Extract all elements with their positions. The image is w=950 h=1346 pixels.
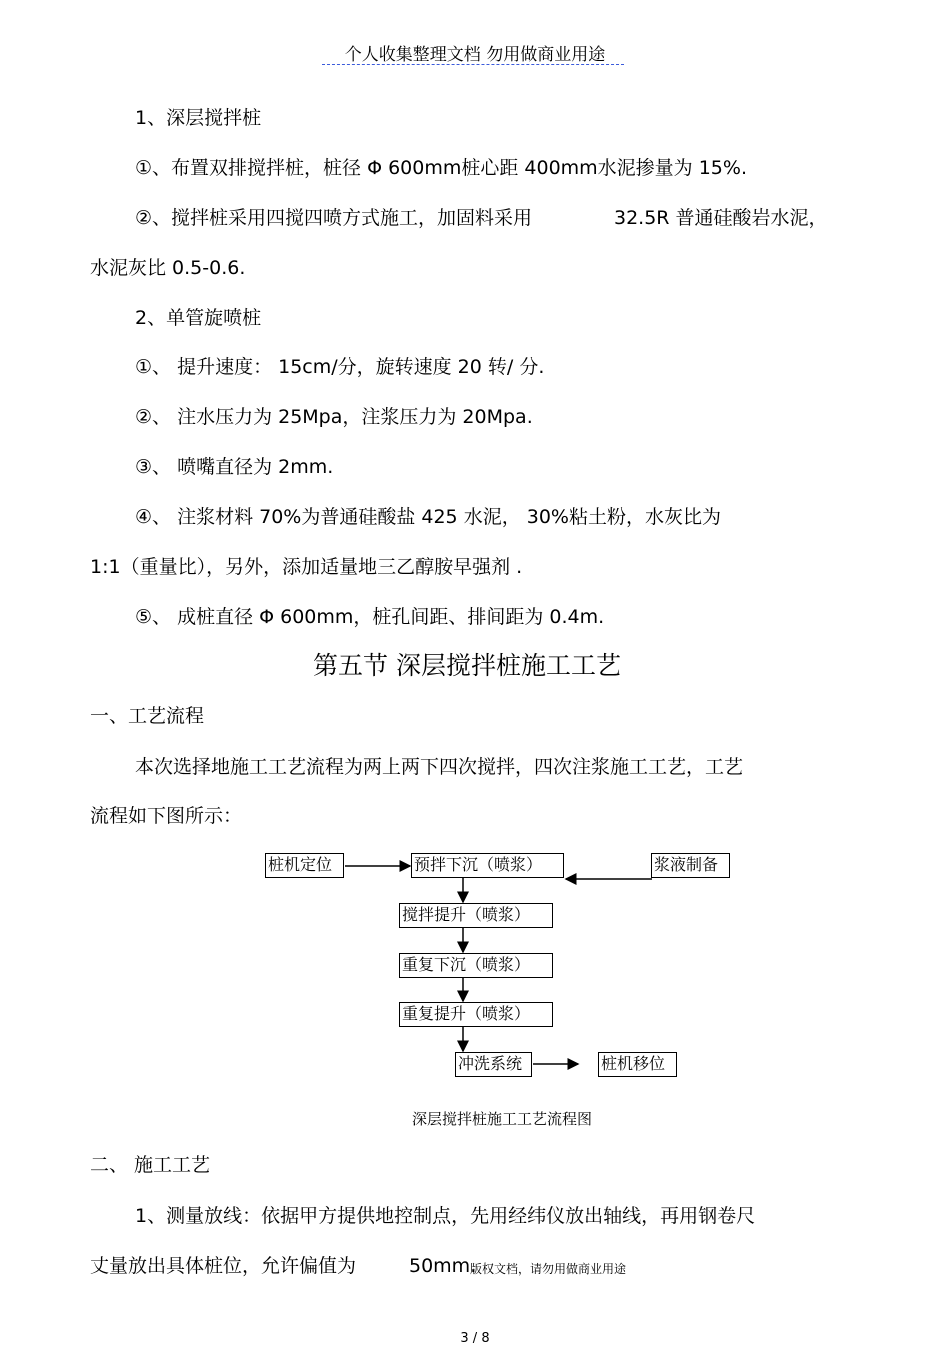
sub1-paragraph-2: 流程如下图所示：: [90, 805, 243, 827]
sub1-paragraph-1: 本次选择地施工工艺流程为两上两下四次搅拌，四次注浆施工工艺，工艺: [135, 756, 744, 778]
flow-node-pile-positioning: 桩机定位: [265, 853, 344, 878]
item2-paragraph-1: ①、 提升速度： 15cm/分，旋转速度 20 转/ 分.: [135, 356, 545, 378]
item2-paragraph-4b: 1:1（重量比），另外，添加适量地三乙醇胺早强剂 .: [90, 556, 523, 578]
flow-node-slurry-prep: 浆液制备: [651, 853, 730, 878]
item2-paragraph-2: ②、 注水压力为 25Mpa，注浆压力为 20Mpa.: [135, 406, 533, 428]
flow-node-premix-sink: 预拌下沉（喷浆）: [411, 853, 564, 878]
item2-heading: 2、单管旋喷桩: [135, 307, 262, 329]
flow-node-flush-system: 冲洗系统: [455, 1052, 532, 1077]
flowchart-caption: 深层搅拌桩施工工艺流程图: [411, 1110, 592, 1128]
item1-paragraph-2a: ②、搅拌桩采用四搅四喷方式施工，加固料采用: [135, 207, 533, 229]
copyright-note: 版权文档，请勿用做商业用途: [470, 1262, 627, 1276]
sub2-heading: 二、 施工工艺: [90, 1154, 211, 1176]
item1-paragraph-1: ①、布置双排搅拌桩，桩径 Φ 600mm桩心距 400mm水泥掺量为 15%.: [135, 157, 747, 179]
item1-paragraph-2b: 32.5R 普通硅酸岩水泥，: [614, 207, 828, 229]
sub2-paragraph-1: 1、测量放线：依据甲方提供地控制点，先用经纬仪放出轴线，再用钢卷尺: [135, 1205, 756, 1227]
flow-node-pile-relocate: 桩机移位: [598, 1052, 677, 1077]
flow-node-repeat-sink: 重复下沉（喷浆）: [399, 953, 553, 978]
item1-heading: 1、深层搅拌桩: [135, 107, 262, 129]
flow-node-mix-lift: 搅拌提升（喷浆）: [399, 903, 553, 928]
item1-paragraph-2c: 水泥灰比 0.5-0.6.: [90, 257, 246, 279]
sub1-heading: 一、工艺流程: [90, 705, 205, 727]
item2-paragraph-5: ⑤、 成桩直径 Φ 600mm，桩孔间距、排间距为 0.4m.: [135, 606, 605, 628]
sub2-paragraph-2: 丈量放出具体桩位，允许偏值为: [90, 1255, 357, 1277]
sub2-paragraph-2-value: 50mm.: [409, 1255, 477, 1277]
item2-paragraph-3: ③、 喷嘴直径为 2mm.: [135, 456, 334, 478]
section-title: 第五节 深层搅拌桩施工工艺: [313, 651, 621, 680]
page-number: 3 / 8: [460, 1331, 490, 1346]
flow-node-repeat-lift: 重复提升（喷浆）: [399, 1002, 553, 1027]
page-header: 个人收集整理文档 勿用做商业用途: [344, 45, 606, 65]
item2-paragraph-4a: ④、 注浆材料 70%为普通硅酸盐 425 水泥， 30%粘土粉，水灰比为: [135, 506, 721, 528]
